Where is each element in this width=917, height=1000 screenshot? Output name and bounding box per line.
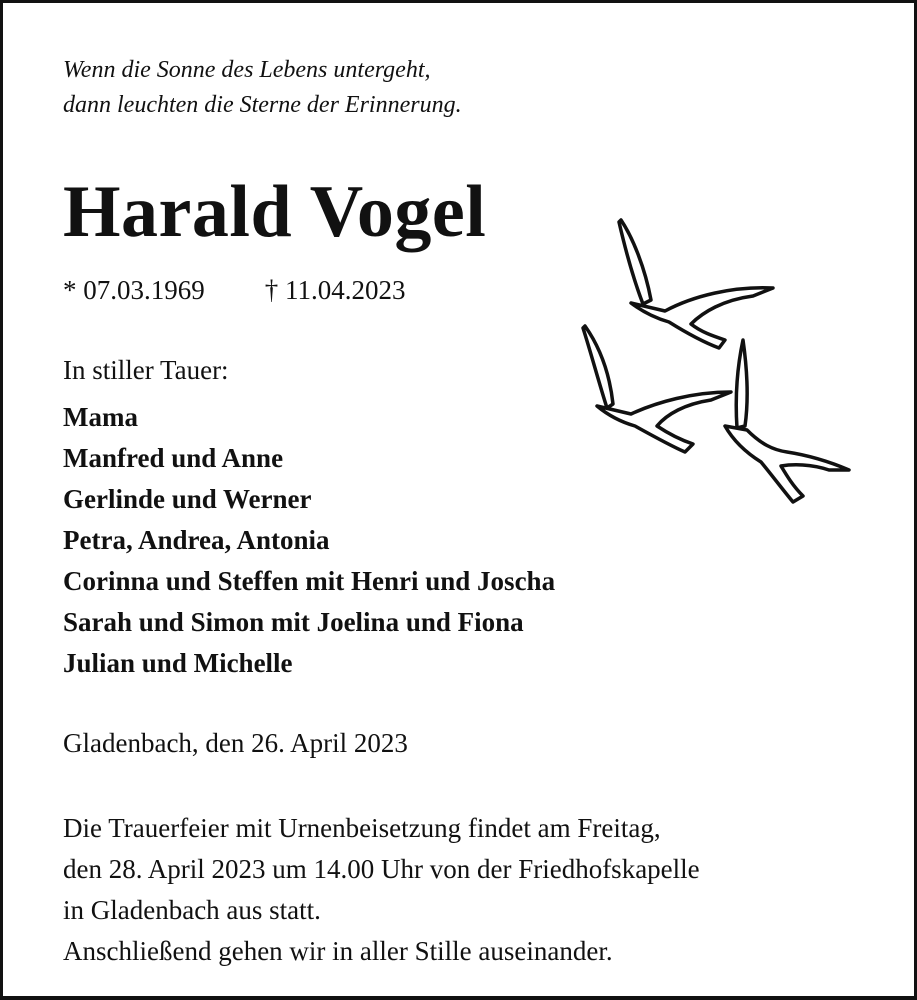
mourner-entry: Sarah und Simon mit Joelina und Fiona xyxy=(63,607,524,637)
funeral-line: den 28. April 2023 um 14.00 Uhr von der Friedhofskapelle xyxy=(63,854,700,884)
flying-birds-icon xyxy=(573,208,863,518)
mourner-entry: Manfred und Anne xyxy=(63,443,284,473)
place-and-date: Gladenbach, den 26. April 2023 xyxy=(63,728,408,758)
mourner-entry: Gerlinde und Werner xyxy=(63,484,312,514)
mourners-list xyxy=(63,397,555,684)
motto-line: dann leuchten die Sterne der Erinnerung. xyxy=(63,92,462,118)
mourner-entry: Julian und Michelle xyxy=(63,648,293,678)
funeral-line: Die Trauerfeier mit Urnenbeisetzung findet am Freitag, xyxy=(63,813,661,843)
mourning-label: In stiller Tauer: xyxy=(63,355,229,385)
life-dates xyxy=(63,272,406,308)
mourner-entry: Mama xyxy=(63,402,138,432)
deceased-name: Harald Vogel xyxy=(63,171,487,253)
motto-line: Wenn die Sonne des Lebens untergeht, xyxy=(63,57,431,83)
funeral-information xyxy=(63,808,863,972)
mourner-entry: Petra, Andrea, Antonia xyxy=(63,525,330,555)
death-date: † 11.04.2023 xyxy=(264,275,406,305)
mourner-entry: Corinna und Steffen mit Henri und Joscha xyxy=(63,566,556,596)
funeral-line: Anschließend gehen wir in aller Stille auseinander. xyxy=(63,936,613,966)
motto-quote xyxy=(63,53,462,123)
birth-date: * 07.03.1969 xyxy=(63,275,205,305)
funeral-line: in Gladenbach aus statt. xyxy=(63,895,321,925)
